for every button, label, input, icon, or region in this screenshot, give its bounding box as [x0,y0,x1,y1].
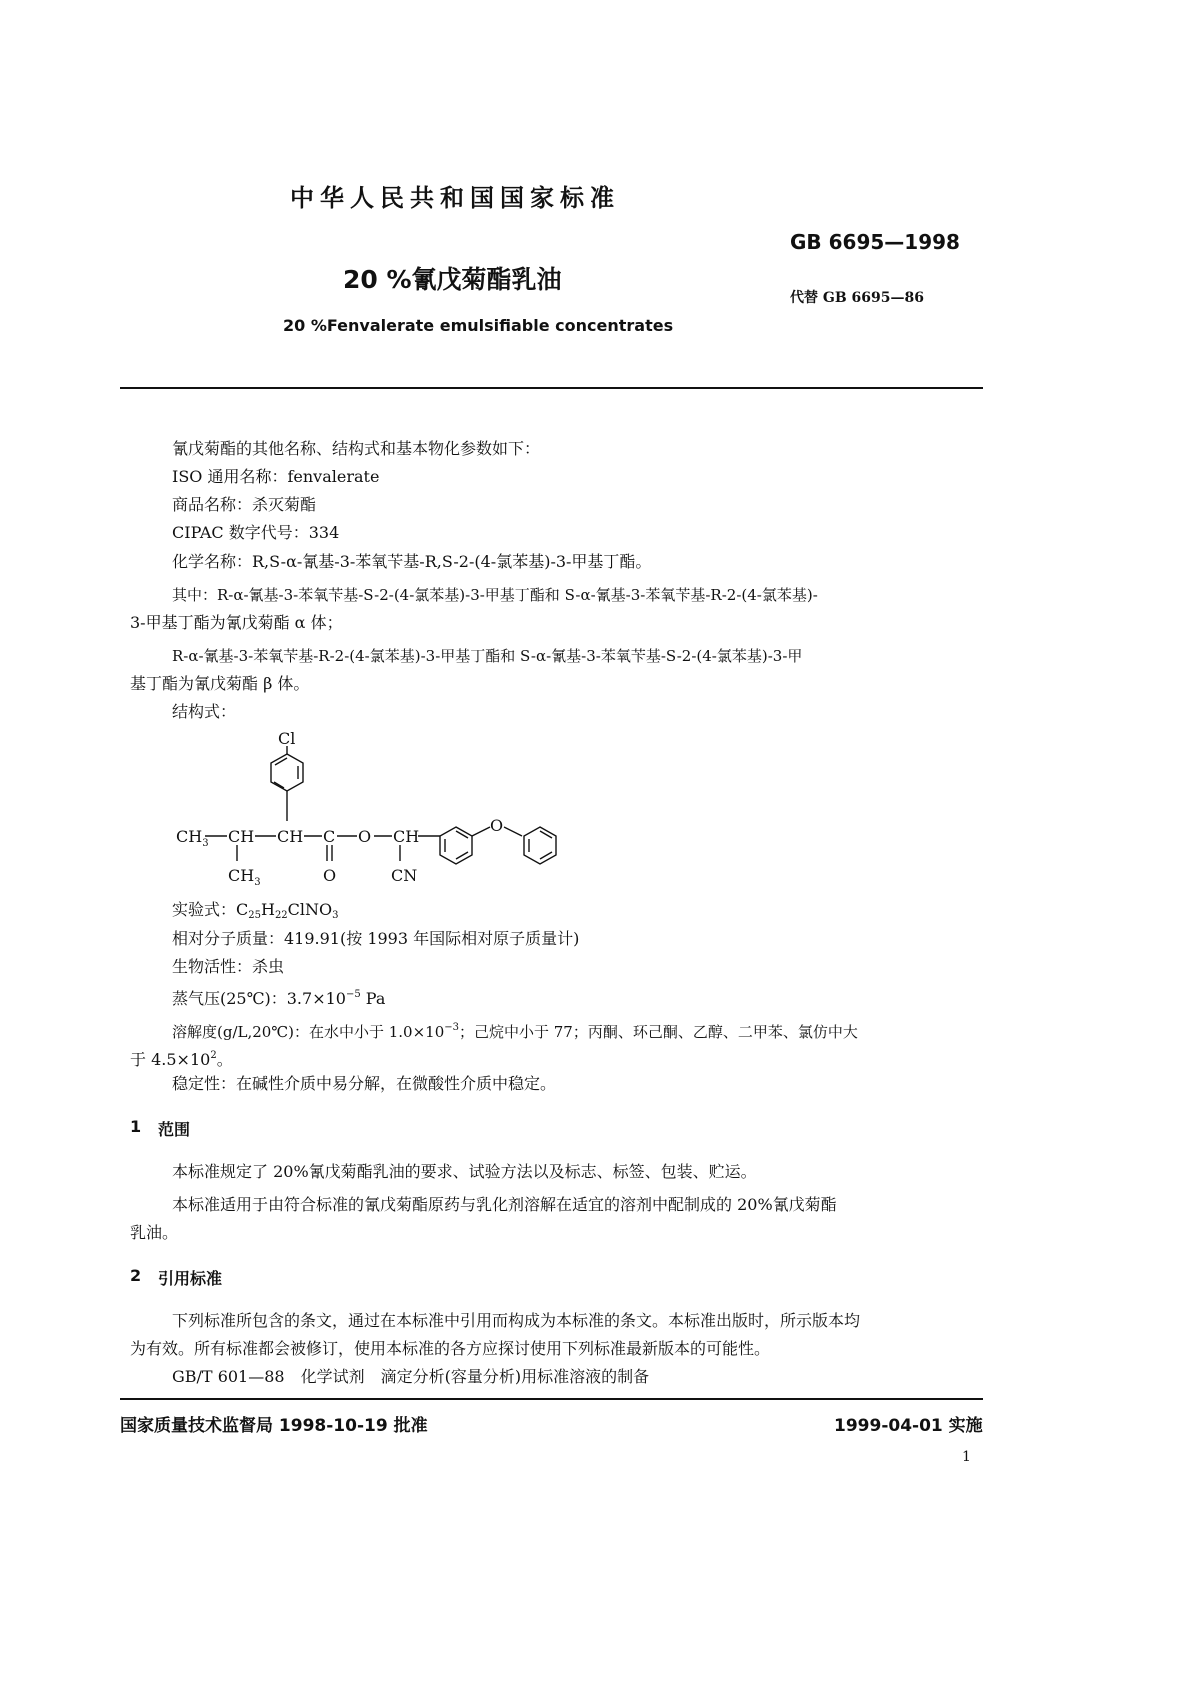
section2-para1-line1: 下列标准所包含的条文，通过在本标准中引用而构成为本标准的条文。本标准出版时，所示版本均 [172,1311,861,1330]
methine-3-label: CH [393,827,420,846]
section1-number: 1 [130,1117,142,1136]
structural-formula [160,725,600,895]
section2-title: 引用标准 [158,1269,223,1288]
methine-2-label: CH [277,827,304,846]
ester-oxygen-label: O [358,827,372,846]
methine-1-label: CH [228,827,255,846]
beta-isomer-line1: R-α-氰基-3-苯氧苄基-R-2-(4-氯苯基)-3-甲基丁酯和 S-α-氰基-3-苯氧苄基-S-2-(4-氯苯基)-3-甲 [172,647,803,665]
page-title: 20 %氰戊菊酯乳油 [343,265,562,294]
issuing-org: 中华人民共和国国家标准 [290,184,620,212]
vapor-pressure: 蒸气压(25℃)：$3.7\times 10^{-5}$ Pa [172,989,386,1008]
effective-date: 1999-04-01 实施 [834,1416,983,1436]
methyl-group-bottom: $CH_3$ [228,866,261,888]
iso-name: ISO 通用名称：fenvalerate [172,467,380,486]
page-number: 1 [962,1449,971,1465]
beta-isomer-line2: 基丁酯为氰戊菊酯 β 体。 [130,674,310,693]
section1-title: 范围 [158,1120,191,1139]
reference-gbt601: GB/T 601—88 化学试剂 滴定分析(容量分析)用标准溶液的制备 [172,1367,650,1386]
solubility-line1: 溶解度(g/L,20℃)：在水中小于 $1.0\times 10^{-3}$；己烷中小于 77；丙酮、环己酮、乙醇、二甲苯、氯仿中大 [172,1022,858,1041]
molecular-mass: 相对分子质量：419.91(按 1993 年国际相对原子质量计) [172,929,580,948]
section2-number: 2 [130,1266,142,1285]
solubility-line2: 于 $4.5\times 10^2$。 [130,1050,233,1069]
ether-oxygen-label: O [490,816,504,835]
cyano-group-label: CN [391,866,418,885]
chemical-name: 化学名称：R,S-α-氰基-3-苯氧苄基-R,S-2-(4-氯苯基)-3-甲基丁酯。 [172,552,652,571]
carbonyl-oxygen-label: O [323,866,337,885]
alpha-isomer-line2: 3-甲基丁酯为氰戊菊酯 α 体； [130,613,343,632]
section1-para2-line2: 乳油。 [130,1223,179,1242]
trade-name: 商品名称：杀灭菊酯 [172,495,317,514]
section2-para1-line2: 为有效。所有标准都会被修订，使用本标准的各方应探讨使用下列标准最新版本的可能性。 [130,1339,771,1358]
bio-activity: 生物活性：杀虫 [172,957,285,976]
approval-date: 国家质量技术监督局 1998-10-19 批准 [120,1416,428,1436]
section1-para1: 本标准规定了 20%氰戊菊酯乳油的要求、试验方法以及标志、标签、包装、贮运。 [172,1162,757,1181]
header-divider [120,387,983,389]
alpha-isomer-line1: 其中：R-α-氰基-3-苯氧苄基-S-2-(4-氯苯基)-3-甲基丁酯和 S-α-氰基-3-苯氧苄基-R-2-(4-氯苯基)- [172,586,818,604]
footer-divider [120,1398,983,1400]
chlorine-atom-label: Cl [278,729,296,748]
standard-code: GB 6695—1998 [790,230,960,254]
stability: 稳定性：在碱性介质中易分解，在微酸性介质中稳定。 [172,1074,557,1093]
section1-para2-line1: 本标准适用于由符合标准的氰戊菊酯原药与乳化剂溶解在适宜的溶剂中配制成的 20%氰戊菊酯 [172,1195,837,1214]
cipac-code: CIPAC 数字代号：334 [172,523,340,542]
english-title: 20 %Fenvalerate emulsifiable concentrates [283,316,674,335]
carbonyl-carbon-label: C [323,827,336,846]
intro-lead: 氰戊菊酯的其他名称、结构式和基本物化参数如下： [172,439,541,458]
methyl-group-left: $CH_3$ [176,827,209,849]
structure-label: 结构式： [172,702,237,721]
empirical-formula: 实验式：$C_{25}H_{22}ClNO_3$ [172,900,339,921]
replaces-note: 代替 GB 6695—86 [790,290,924,306]
